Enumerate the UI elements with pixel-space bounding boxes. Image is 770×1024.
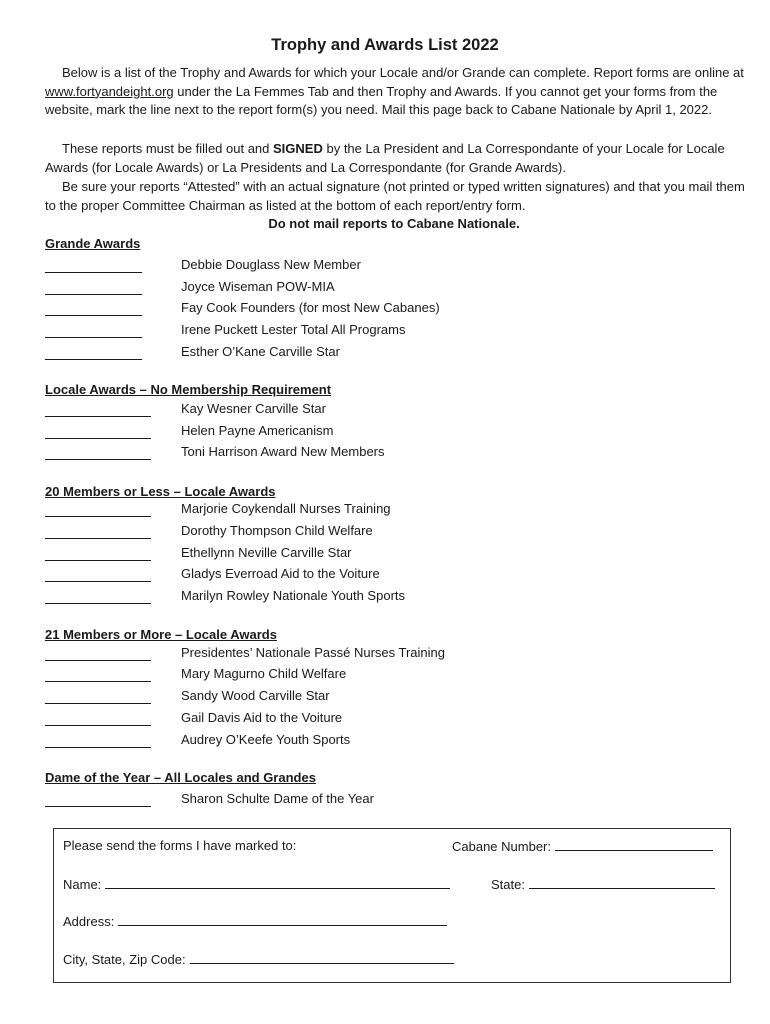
state-field[interactable] [529,876,715,889]
checkline-locale-3[interactable] [45,459,151,460]
intro-text-continued: under the La Femmes Tab and then Trophy and Awards. If you cannot get your forms from the website, mark the line next to the report form(s) you need. Mail this page back to Cabane Nationale by April 1, 2022. [45,83,718,117]
city-state-zip-field[interactable] [190,951,454,964]
checkline-locale-2[interactable] [45,438,151,439]
checkline-large-1[interactable] [45,660,151,661]
award-small-2: Dorothy Thompson Child Welfare [181,523,373,538]
award-large-1: Presidentes’ Nationale Passé Nurses Training [181,645,445,660]
cabane-number-row [452,838,713,854]
checkline-dame-1[interactable] [45,806,151,807]
state-label: State: [491,877,525,892]
award-large-5: Audrey O’Keefe Youth Sports [181,732,351,747]
award-grande-5: Esther O’Kane Carville Star [181,344,340,359]
award-dame-1: Sharon Schulte Dame of the Year [181,791,374,806]
intro-text: Below is a list of the Trophy and Awards for which your Locale and/or Grande can complete. Report forms are online at [62,65,744,80]
checkline-grande-4[interactable] [45,337,142,338]
award-locale-1: Kay Wesner Carville Star [181,401,326,416]
name-row [63,876,450,892]
award-small-4: Gladys Everroad Aid to the Voiture [181,566,380,581]
signing-text: These reports must be filled out and [62,141,274,156]
award-small-3: Ethellynn Neville Carville Star [181,545,352,560]
award-grande-4: Irene Puckett Lester Total All Programs [181,322,406,337]
checkline-small-3[interactable] [45,560,151,561]
state-row [491,876,715,892]
award-large-4: Gail Davis Aid to the Voiture [181,710,343,725]
award-small-5: Marilyn Rowley Nationale Youth Sports [181,588,406,603]
section-heading-locale: Locale Awards – No Membership Requirement [45,382,332,397]
checkline-grande-1[interactable] [45,272,142,273]
section-heading-20-or-less: 20 Members or Less – Locale Awards [45,484,276,499]
award-locale-3: Toni Harrison Award New Members [181,444,385,459]
send-forms-label: Please send the forms I have marked to: [63,838,297,853]
award-small-1: Marjorie Coykendall Nurses Training [181,501,391,516]
award-grande-3: Fay Cook Founders (for most New Cabanes) [181,300,440,315]
checkline-small-1[interactable] [45,516,151,517]
checkline-large-3[interactable] [45,703,151,704]
checkline-grande-3[interactable] [45,315,142,316]
document-title: Trophy and Awards List 2022 [271,36,499,54]
cabane-number-label: Cabane Number: [452,839,551,854]
intro-paragraph-1 [45,64,745,120]
award-grande-1: Debbie Douglass New Member [181,257,361,272]
city-state-zip-label: City, State, Zip Code: [63,952,186,967]
signed-emphasis: SIGNED [273,141,323,156]
checkline-large-2[interactable] [45,681,151,682]
intro-paragraph-2 [45,140,745,177]
city-row [63,951,454,967]
name-label: Name: [63,877,102,892]
address-field[interactable] [118,913,447,926]
section-heading-21-or-more: 21 Members or More – Locale Awards [45,627,277,642]
mailing-form-box [53,828,731,983]
website-link[interactable]: www.fortyandeight.org [45,83,174,99]
award-locale-2: Helen Payne Americanism [181,423,334,438]
signing-text-continued: by the La President and La Correspondante of your Locale for Locale Awards (for Locale Awards) or La Presidents and La Correspondante (for Grande Awards). [45,141,725,175]
intro-paragraph-3 [45,178,745,215]
award-grande-2: Joyce Wiseman POW-MIA [181,279,335,294]
checkline-locale-1[interactable] [45,416,151,417]
award-large-2: Mary Magurno Child Welfare [181,666,347,681]
checkline-small-2[interactable] [45,538,151,539]
checkline-grande-2[interactable] [45,294,142,295]
address-label: Address: [63,914,115,929]
name-field[interactable] [105,876,450,889]
checkline-large-5[interactable] [45,747,151,748]
checkline-small-5[interactable] [45,603,151,604]
award-large-3: Sandy Wood Carville Star [181,688,330,703]
checkline-grande-5[interactable] [45,359,142,360]
checkline-large-4[interactable] [45,725,151,726]
section-heading-dame: Dame of the Year – All Locales and Grandes [45,770,316,785]
attest-text: Be sure your reports “Attested” with an actual signature (not printed or typed written signatures) and that you mail them to the proper Committee Chairman as listed at the bottom of each report/entry form. [45,179,745,213]
section-heading-grande: Grande Awards [45,236,141,251]
cabane-number-field[interactable] [555,838,713,851]
mail-warning: Do not mail reports to Cabane Nationale. [268,216,520,231]
checkline-small-4[interactable] [45,581,151,582]
address-row [63,913,447,929]
